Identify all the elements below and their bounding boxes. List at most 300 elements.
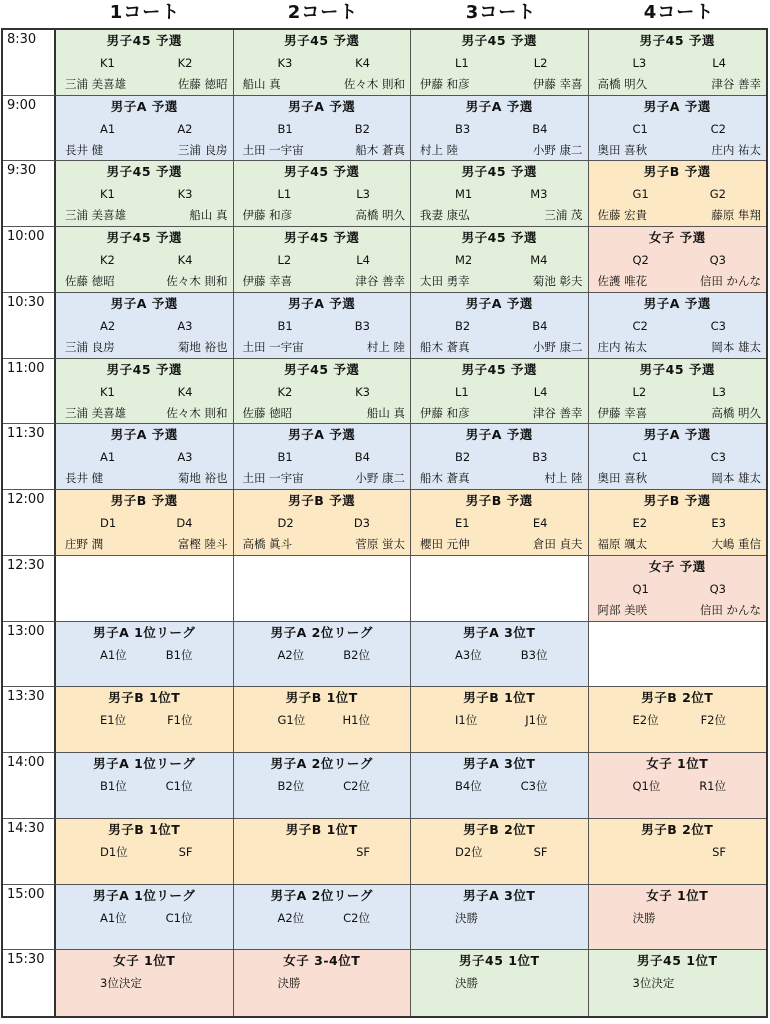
right-player: 津谷 善幸 (532, 405, 583, 420)
left-slot: 決勝 (277, 976, 301, 991)
left-slot: C2 (632, 318, 648, 333)
left-player: 土田 一宇宙 (242, 142, 304, 157)
right-slot: F1位 (167, 713, 193, 728)
left-slot: E1 (455, 516, 470, 531)
right-player: 藤原 隼翔 (711, 208, 761, 223)
match-cell (589, 556, 767, 622)
right-player: 津谷 善幸 (711, 77, 761, 91)
left-player: 庄野 潤 (65, 537, 104, 552)
left-player: 三浦 美喜雄 (65, 208, 127, 223)
left-slot: 決勝 (632, 910, 656, 925)
match-title: 男子B 1位T (108, 821, 181, 837)
right-slot: G2 (709, 187, 726, 202)
match-title: 女子 予選 (648, 558, 706, 574)
match-cell (234, 622, 412, 688)
match-cell (411, 556, 589, 622)
time-slot: 13:30 (3, 687, 56, 753)
match-cell (589, 424, 767, 490)
court-1-header: 1コート (109, 2, 181, 23)
time-slot: 8:30 (3, 30, 56, 96)
left-player: 伊藤 幸喜 (597, 405, 648, 420)
left-slot: K2 (100, 253, 115, 268)
match-title: 男子A 予選 (110, 427, 178, 443)
right-slot: L4 (533, 384, 548, 399)
match-cell (589, 819, 767, 885)
right-slot: B4 (354, 450, 370, 465)
right-slot: SF (178, 844, 193, 859)
match-title: 男子B 1位T (108, 690, 181, 706)
match-title: 男子45 予選 (461, 361, 537, 377)
match-cell (234, 227, 412, 293)
right-slot: C3位 (520, 779, 548, 794)
match-cell (411, 622, 589, 688)
left-player: 長井 健 (65, 142, 104, 157)
right-slot: L4 (356, 253, 370, 268)
right-player: 三浦 茂 (544, 208, 583, 223)
left-slot: B4位 (455, 779, 482, 794)
left-slot: B1 (277, 450, 293, 465)
match-cell (234, 424, 412, 490)
time-slot: 11:30 (3, 424, 56, 490)
right-player: 庄内 祐太 (711, 142, 761, 157)
time-slot: 13:00 (3, 622, 56, 688)
left-slot: D1位 (100, 844, 128, 859)
left-slot: E2 (632, 516, 648, 531)
left-slot: Q2 (632, 253, 649, 268)
right-player: 岡本 雄太 (711, 339, 761, 354)
left-slot: K1 (100, 187, 115, 202)
match-title: 男子45 予選 (461, 164, 537, 180)
time-slot: 11:00 (3, 359, 56, 425)
right-player: 倉田 貞夫 (532, 537, 583, 552)
left-slot: G1 (632, 187, 649, 202)
match-title: 男子45 予選 (461, 230, 537, 246)
match-cell (234, 359, 412, 425)
match-cell (56, 293, 234, 359)
right-slot: B3位 (520, 647, 548, 662)
right-slot: C2位 (343, 779, 370, 794)
match-title: 男子45 予選 (639, 361, 715, 377)
left-player: 土田 一宇宙 (242, 471, 304, 486)
left-slot: B1 (277, 121, 293, 136)
right-player: 村上 陸 (544, 471, 583, 486)
match-title: 男子A 予選 (110, 98, 178, 114)
right-slot: C2位 (343, 910, 370, 925)
left-slot: Q1 (632, 581, 649, 596)
match-cell (234, 687, 412, 753)
right-slot: K4 (177, 384, 193, 399)
right-slot: K3 (177, 187, 193, 202)
right-slot: K4 (177, 253, 193, 268)
right-slot: B1位 (165, 647, 193, 662)
left-slot: I1位 (455, 713, 478, 728)
left-player: 船木 蒼真 (420, 471, 470, 486)
right-slot: A3 (177, 318, 193, 333)
match-cell (56, 753, 234, 819)
left-slot: K3 (277, 56, 293, 70)
left-player: 佐藤 徳昭 (242, 405, 293, 420)
left-slot: B2位 (277, 779, 305, 794)
match-cell (234, 885, 412, 951)
left-player: 櫻田 元伸 (420, 537, 470, 552)
left-player: 三浦 美喜雄 (65, 77, 127, 91)
right-player: 佐々木 則和 (166, 274, 228, 289)
match-title: 男子A 1位リーグ (93, 887, 196, 903)
match-cell (411, 96, 589, 162)
left-slot: B1位 (100, 779, 127, 794)
time-slot: 12:30 (3, 556, 56, 622)
right-slot: A3 (177, 450, 193, 465)
match-cell (589, 490, 767, 556)
match-cell (56, 424, 234, 490)
match-cell (411, 490, 589, 556)
right-slot: A2 (177, 121, 193, 136)
match-cell (589, 622, 767, 688)
right-slot: L2 (533, 56, 548, 70)
right-slot: E3 (711, 516, 726, 531)
match-title: 男子45 1位T (459, 953, 540, 969)
left-player: 奥田 喜秋 (597, 471, 648, 486)
right-slot: C3 (710, 318, 726, 333)
match-title: 男子A 3位T (463, 887, 536, 903)
right-slot: SF (356, 844, 370, 859)
left-slot: L3 (632, 56, 647, 70)
right-player: 三浦 良房 (177, 142, 228, 157)
match-cell (56, 622, 234, 688)
match-title: 男子45 1位T (637, 953, 718, 969)
match-cell (589, 359, 767, 425)
left-player: 庄内 祐太 (597, 339, 648, 354)
left-slot: L1 (455, 56, 469, 70)
right-player: 菊池 彰夫 (532, 274, 583, 289)
left-player: 高橋 眞斗 (242, 537, 293, 552)
right-player: 佐々木 則和 (343, 77, 405, 91)
right-slot: SF (712, 844, 726, 859)
match-cell (56, 885, 234, 951)
match-title: 男子45 予選 (106, 361, 182, 377)
match-title: 男子A 3位T (463, 624, 536, 640)
right-slot: D3 (353, 516, 370, 531)
match-cell (411, 424, 589, 490)
match-title: 男子A 予選 (288, 427, 356, 443)
left-player: 土田 一宇宙 (242, 339, 304, 354)
left-slot: A1位 (100, 647, 127, 662)
right-player: 佐藤 徳昭 (177, 77, 228, 91)
match-title: 男子A 3位T (463, 756, 536, 772)
match-title: 男子B 2位T (463, 821, 536, 837)
left-slot: L1 (455, 384, 469, 399)
match-title: 男子45 予選 (639, 33, 715, 48)
match-cell (589, 293, 767, 359)
right-slot: K2 (177, 56, 193, 70)
match-cell (56, 950, 234, 1016)
left-slot: A2 (100, 318, 116, 333)
match-cell (56, 687, 234, 753)
match-title: 男子B 2位T (641, 690, 714, 706)
right-player: 船山 真 (189, 208, 228, 223)
right-player: 菊地 裕也 (177, 471, 228, 486)
right-slot: L3 (356, 187, 370, 202)
match-title: 男子B 予選 (643, 164, 711, 180)
right-slot: E4 (532, 516, 548, 531)
match-title: 男子B 予選 (465, 493, 533, 509)
right-slot: C2 (710, 121, 726, 136)
match-cell (234, 556, 412, 622)
left-slot: C1 (632, 121, 648, 136)
left-slot: M2 (455, 253, 473, 268)
match-title: 男子45 予選 (284, 230, 360, 246)
match-cell (56, 359, 234, 425)
time-slot: 10:30 (3, 293, 56, 359)
left-slot: 決勝 (455, 910, 478, 925)
right-player: 岡本 雄太 (711, 471, 761, 486)
left-slot: A1 (100, 121, 116, 136)
match-cell (589, 753, 767, 819)
match-cell (589, 687, 767, 753)
match-title: 男子B 1位T (285, 821, 358, 837)
right-player: 信田 かんな (699, 274, 761, 289)
right-slot: Q3 (709, 581, 726, 596)
right-slot: H1位 (342, 713, 370, 728)
match-title: 女子 1位T (646, 887, 709, 903)
match-title: 女子 予選 (648, 230, 706, 246)
time-slot: 15:30 (3, 950, 56, 1016)
match-title: 男子B 1位T (463, 690, 536, 706)
match-cell (56, 161, 234, 227)
right-slot: B4 (532, 121, 548, 136)
right-slot: B3 (532, 450, 548, 465)
left-player: 船木 蒼真 (420, 339, 470, 354)
left-player: 伊藤 和彦 (420, 77, 470, 91)
match-cell (411, 819, 589, 885)
match-title: 男子A 2位リーグ (270, 887, 373, 903)
match-cell (411, 161, 589, 227)
left-player: 佐藤 宏貴 (597, 208, 648, 223)
match-cell (234, 96, 412, 162)
match-title: 男子45 予選 (461, 33, 537, 48)
left-slot: L2 (277, 253, 292, 268)
match-title: 女子 1位T (646, 756, 709, 772)
match-title: 男子45 予選 (284, 33, 360, 48)
match-cell (56, 556, 234, 622)
right-player: 高橋 明久 (711, 405, 761, 420)
match-title: 男子A 予選 (643, 98, 711, 114)
match-title: 男子A 予選 (288, 98, 356, 114)
right-slot: J1位 (525, 713, 548, 728)
right-player: 小野 康二 (532, 339, 583, 354)
match-cell (56, 30, 234, 96)
left-slot: A2位 (277, 647, 305, 662)
right-player: 佐々木 則和 (166, 405, 228, 420)
match-title: 男子A 2位リーグ (270, 756, 373, 772)
right-player: 村上 陸 (366, 339, 405, 354)
match-cell (234, 753, 412, 819)
left-slot: D2位 (455, 844, 483, 859)
match-title: 男子45 予選 (106, 164, 182, 180)
match-title: 男子A 予選 (643, 427, 711, 443)
right-slot: B4 (532, 318, 548, 333)
match-title: 男子45 予選 (106, 33, 182, 48)
left-slot: L1 (277, 187, 292, 202)
right-player: 富樫 陸斗 (177, 537, 228, 552)
match-cell (56, 96, 234, 162)
match-cell (589, 885, 767, 951)
left-slot: E2位 (632, 713, 659, 728)
right-slot: K4 (355, 56, 370, 70)
match-title: 男子A 2位リーグ (270, 624, 373, 640)
match-cell (234, 161, 412, 227)
match-title: 男子A 予選 (465, 427, 533, 443)
right-player: 伊藤 幸喜 (532, 77, 583, 91)
right-player: 津谷 善幸 (355, 274, 405, 289)
left-player: 伊藤 和彦 (242, 208, 293, 223)
left-slot: C1 (632, 450, 648, 465)
right-player: 小野 康二 (355, 471, 405, 486)
match-cell (56, 819, 234, 885)
left-player: 伊藤 和彦 (420, 405, 470, 420)
left-player: 佐藤 徳昭 (65, 274, 115, 289)
left-player: 佐護 唯花 (597, 274, 648, 289)
left-slot: B1 (277, 318, 293, 333)
left-player: 奥田 喜秋 (597, 142, 648, 157)
left-slot: D1 (100, 516, 117, 531)
left-slot: B2 (455, 318, 471, 333)
left-slot: B2 (455, 450, 471, 465)
left-slot: A1位 (100, 910, 127, 925)
match-cell (589, 96, 767, 162)
left-slot: 3位決定 (100, 976, 142, 991)
left-player: 村上 陸 (420, 142, 459, 157)
match-title: 男子A 予選 (288, 295, 356, 311)
right-slot: SF (533, 844, 548, 859)
time-slot: 15:00 (3, 885, 56, 951)
right-slot: D4 (176, 516, 193, 531)
right-slot: Q3 (709, 253, 726, 268)
left-slot: A1 (100, 450, 116, 465)
left-player: 三浦 美喜雄 (65, 405, 127, 420)
left-slot: K1 (100, 56, 115, 70)
time-slot: 12:00 (3, 490, 56, 556)
right-player: 船山 真 (366, 405, 405, 420)
right-player: 菅原 蛍太 (355, 537, 405, 552)
left-slot: Q1位 (632, 779, 661, 794)
left-slot: M1 (455, 187, 473, 202)
court-4-header: 4コート (643, 2, 715, 23)
right-slot: B2位 (343, 647, 370, 662)
left-slot: L2 (632, 384, 647, 399)
time-slot: 9:00 (3, 96, 56, 162)
match-title: 男子45 予選 (106, 230, 182, 246)
right-slot: B3 (354, 318, 370, 333)
match-cell (411, 227, 589, 293)
left-player: 三浦 良房 (65, 339, 115, 354)
match-title: 女子 1位T (113, 953, 176, 969)
left-player: 船山 真 (242, 77, 281, 91)
left-slot: 3位決定 (632, 976, 675, 991)
left-slot: K1 (100, 384, 115, 399)
left-player: 我妻 康弘 (420, 208, 470, 223)
right-player: 信田 かんな (699, 602, 761, 617)
match-title: 男子B 予選 (288, 493, 356, 509)
left-player: 高橋 明久 (597, 77, 648, 91)
match-cell (411, 30, 589, 96)
right-slot: M4 (530, 253, 548, 268)
match-cell (234, 490, 412, 556)
right-player: 菊地 裕也 (177, 339, 228, 354)
match-cell (234, 819, 412, 885)
court-3-header: 3コート (465, 2, 537, 23)
match-title: 男子A 予選 (643, 295, 711, 311)
match-cell (411, 753, 589, 819)
right-slot: C1位 (165, 910, 193, 925)
match-title: 男子B 1位T (285, 690, 358, 706)
right-slot: F2位 (700, 713, 726, 728)
match-cell (589, 227, 767, 293)
right-player: 高橋 明久 (355, 208, 405, 223)
right-slot: B2 (354, 121, 370, 136)
left-slot: K2 (277, 384, 293, 399)
match-title: 男子B 予選 (643, 493, 711, 509)
left-slot: A3位 (455, 647, 482, 662)
match-title: 男子B 2位T (641, 821, 714, 837)
court-header (56, 0, 768, 28)
time-slot: 14:30 (3, 819, 56, 885)
left-slot: 決勝 (455, 976, 478, 991)
match-cell (411, 359, 589, 425)
match-cell (589, 161, 767, 227)
schedule-grid (1, 28, 768, 1018)
right-player: 船木 蒼真 (355, 142, 405, 157)
match-cell (411, 885, 589, 951)
match-title: 男子A 予選 (110, 295, 178, 311)
right-player: 小野 康二 (532, 142, 583, 157)
match-title: 男子A 1位リーグ (93, 624, 196, 640)
match-cell (234, 950, 412, 1016)
match-title: 女子 3-4位T (283, 953, 361, 969)
right-slot: C3 (710, 450, 726, 465)
match-cell (589, 30, 767, 96)
time-slot: 14:00 (3, 753, 56, 819)
left-slot: D2 (277, 516, 294, 531)
match-cell (56, 490, 234, 556)
left-slot: B3 (455, 121, 471, 136)
match-cell (234, 293, 412, 359)
match-cell (411, 950, 589, 1016)
left-player: 太田 勇幸 (420, 274, 470, 289)
left-player: 阿部 美咲 (597, 602, 648, 617)
match-title: 男子45 予選 (284, 164, 360, 180)
right-slot: K3 (355, 384, 370, 399)
left-slot: E1位 (100, 713, 127, 728)
match-title: 男子B 予選 (110, 493, 178, 509)
right-slot: L4 (712, 56, 726, 70)
right-slot: L3 (712, 384, 726, 399)
match-cell (589, 950, 767, 1016)
left-player: 長井 健 (65, 471, 104, 486)
court-2-header: 2コート (287, 2, 359, 23)
match-cell (411, 687, 589, 753)
match-title: 男子45 予選 (284, 361, 360, 377)
match-cell (56, 227, 234, 293)
right-player: 大嶋 重信 (711, 537, 761, 552)
left-player: 福原 颯太 (597, 537, 648, 552)
match-cell (234, 30, 412, 96)
right-slot: M3 (530, 187, 548, 202)
time-slot: 10:00 (3, 227, 56, 293)
match-title: 男子A 予選 (465, 295, 533, 311)
right-slot: C1位 (165, 779, 193, 794)
match-title: 男子A 予選 (465, 98, 533, 114)
